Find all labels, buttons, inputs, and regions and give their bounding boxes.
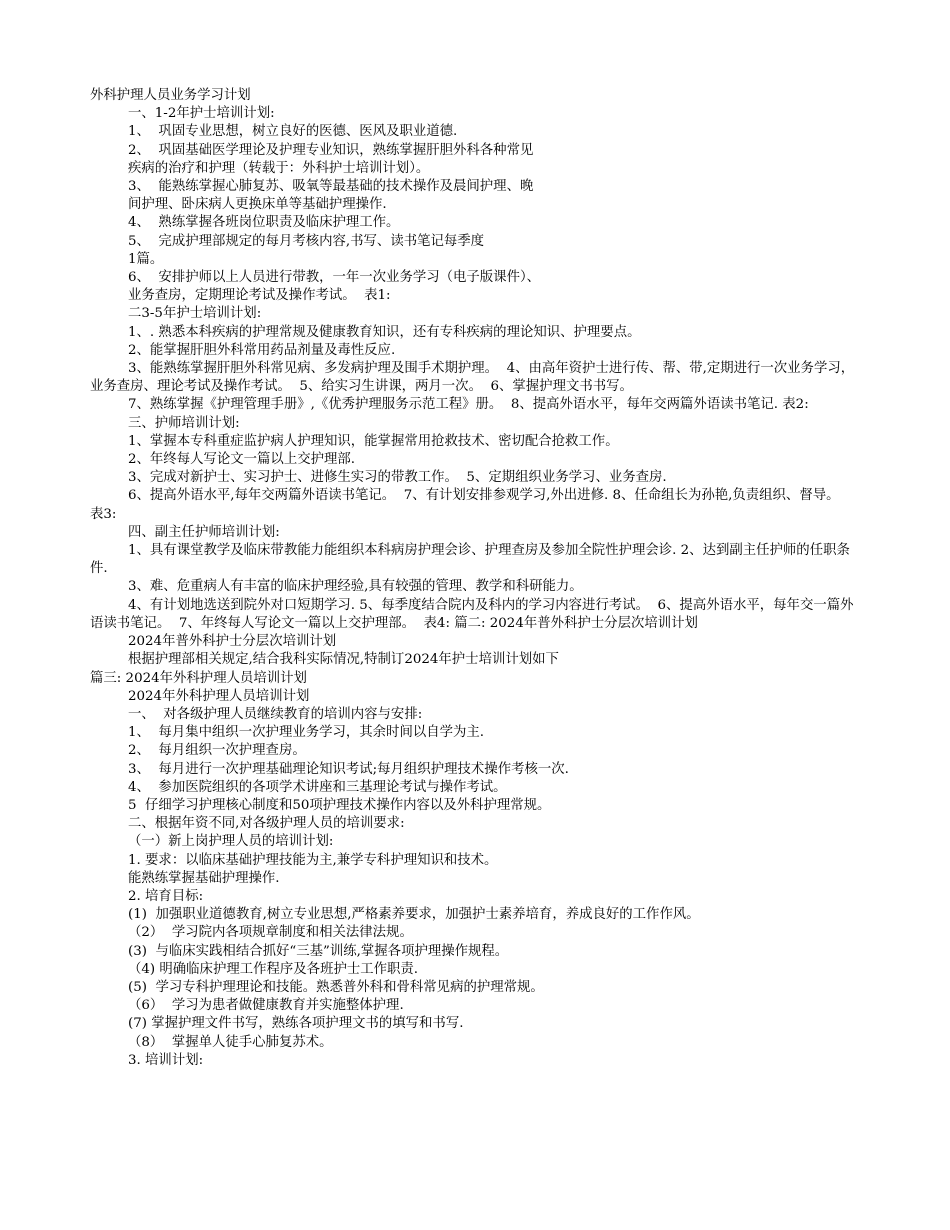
paragraph: 7、熟练掌握《护理管理手册》,《优秀护理服务示范工程》册。 8、提高外语水平，每年交两篇外语读书笔记. 表2:: [128, 397, 809, 413]
list-item: 4、 熟练掌握各班岗位职责及临床护理工作。: [128, 215, 400, 231]
paragraph: 6、提高外语水平,每年交两篇外语读书笔记。 7、有计划安排参观学习,外出进修. 8、任命组长为孙艳,负责组织、督导。 表3:: [90, 488, 849, 522]
section-heading: 一、1-2年护士培训计划:: [128, 106, 275, 122]
list-item: 1、 巩固专业思想，树立良好的医德、医风及职业道德.: [128, 124, 458, 140]
part-heading: 篇三: 2024年外科护理人员培训计划: [90, 670, 307, 686]
list-item: 3、完成对新护士、实习护士、进修生实习的带教工作。 5、定期组织业务学习、业务查房.: [128, 470, 667, 486]
list-item: 3、难、危重病人有丰富的临床护理经验,具有较强的管理、教学和科研能力。: [128, 579, 583, 595]
section-heading: 四、副主任护师培训计划:: [128, 524, 280, 540]
paragraph: 根据护理部相关规定,结合我科实际情况,特制订2024年护士培训计划如下: [128, 652, 559, 668]
list-item: （2） 学习院内各项规章制度和相关法律法规。: [128, 925, 413, 941]
list-item: 6、 安排护师以上人员进行带教，一年一次业务学习（电子版课件）、: [128, 270, 541, 286]
list-item: 3、 每月进行一次护理基础理论知识考试;每月组织护理技术操作考核一次.: [128, 761, 569, 777]
section-heading: 三、护师培训计划:: [128, 415, 240, 431]
list-item: (3) 与临床实践相结合抓好“三基”训练,掌握各项护理操作规程。: [128, 943, 509, 959]
paragraph: 4、有计划地选送到院外对口短期学习. 5、每季度结合院内及科内的学习内容进行考试。 6、提高外语水平，每年交一篇外语读书笔记。 7、年终每人写论文一篇以上交护理部。 表4: 篇二: 2024年普外科护士分层次培训计划: [90, 597, 854, 631]
subsection-heading: （一）新上岗护理人员的培训计划:: [128, 834, 334, 850]
paragraph: 1、具有课堂教学及临床带教能力能组织本科病房护理会诊、护理查房及参加全院性护理会诊. 2、达到副主任护师的任职条件.: [90, 543, 850, 577]
list-item: 3、 能熟练掌握心肺复苏、吸氧等最基础的技术操作及晨间护理、晚: [128, 179, 534, 195]
list-item: 2、 每月组织一次护理查房。: [128, 743, 306, 759]
list-item-continuation: 1篇。: [128, 251, 164, 267]
list-item-continuation: 疾病的治疗和护理（转载于：外科护士培训计划）。: [128, 160, 430, 176]
section-heading: 二、根据年资不同,对各级护理人员的培训要求:: [128, 816, 405, 832]
section-heading: 一、 对各级护理人员继续教育的培训内容与安排:: [128, 706, 423, 722]
list-item-continuation: 能熟练掌握基础护理操作.: [128, 870, 280, 886]
list-item: 5、 完成护理部规定的每月考核内容,书写、读书笔记每季度: [128, 233, 485, 249]
list-item: 4、 参加医院组织的各项学术讲座和三基理论考试与操作考试。: [128, 779, 507, 795]
list-item: （6） 学习为患者做健康教育并实施整体护理.: [128, 998, 404, 1014]
list-item: 1、掌握本专科重症监护病人护理知识，能掌握常用抢救技术、密切配合抢救工作。: [128, 433, 619, 449]
list-item-continuation: 间护理、卧床病人更换床单等基础护理操作.: [128, 197, 387, 213]
list-item: 2、年终每人写论文一篇以上交护理部.: [128, 452, 356, 468]
section-heading: 二3-5年护士培训计划:: [128, 306, 262, 322]
list-item: (5) 学习专科护理理论和技能。熟悉普外科和骨科常见病的护理常规。: [128, 979, 544, 995]
list-item: 1. 要求：以临床基础护理技能为主,兼学专科护理知识和技术。: [128, 852, 498, 868]
list-item: 2、 巩固基础医学理论及护理专业知识，熟练掌握肝胆外科各种常见: [128, 142, 534, 158]
subtitle: 2024年普外科护士分层次培训计划: [128, 634, 337, 650]
list-item: (1) 加强职业道德教育,树立专业思想,严格素养要求，加强护士素养培育，养成良好的工作作风。: [128, 907, 700, 923]
list-item: 1、 每月集中组织一次护理业务学习，其余时间以自学为主.: [128, 725, 485, 741]
paragraph: 3、能熟练掌握肝胆外科常见病、多发病护理及围手术期护理。 4、由高年资护士进行传、帮、带,定期进行一次业务学习，业务查房、理论考试及操作考试。 5、给实习生讲课，两月一次。 6、掌握护理文书书写。: [90, 361, 855, 395]
list-item: （4) 明确临床护理工作程序及各班护士工作职责.: [128, 961, 419, 977]
list-item-continuation: 业务查房，定期理论考试及操作考试。 表1:: [128, 288, 391, 304]
list-item: 2. 培育目标:: [128, 888, 204, 904]
subtitle: 2024年外科护理人员培训计划: [128, 688, 310, 704]
list-item: 5 仔细学习护理核心制度和50项护理技术操作内容以及外科护理常规。: [128, 797, 551, 813]
document-title: 外科护理人员业务学习计划: [90, 88, 251, 103]
document-body: [90, 87, 860, 1070]
list-item: 2、能掌握肝胆外科常用药品剂量及毒性反应.: [128, 342, 396, 358]
list-item: (7) 掌握护理文件书写，熟练各项护理文书的填写和书写.: [128, 1016, 464, 1032]
list-item: （8） 掌握单人徒手心肺复苏术。: [128, 1034, 333, 1050]
list-item: 1、. 熟悉本科疾病的护理常规及健康教育知识，还有专科疾病的理论知识、护理要点。: [128, 324, 641, 340]
list-item: 3. 培训计划:: [128, 1052, 204, 1068]
